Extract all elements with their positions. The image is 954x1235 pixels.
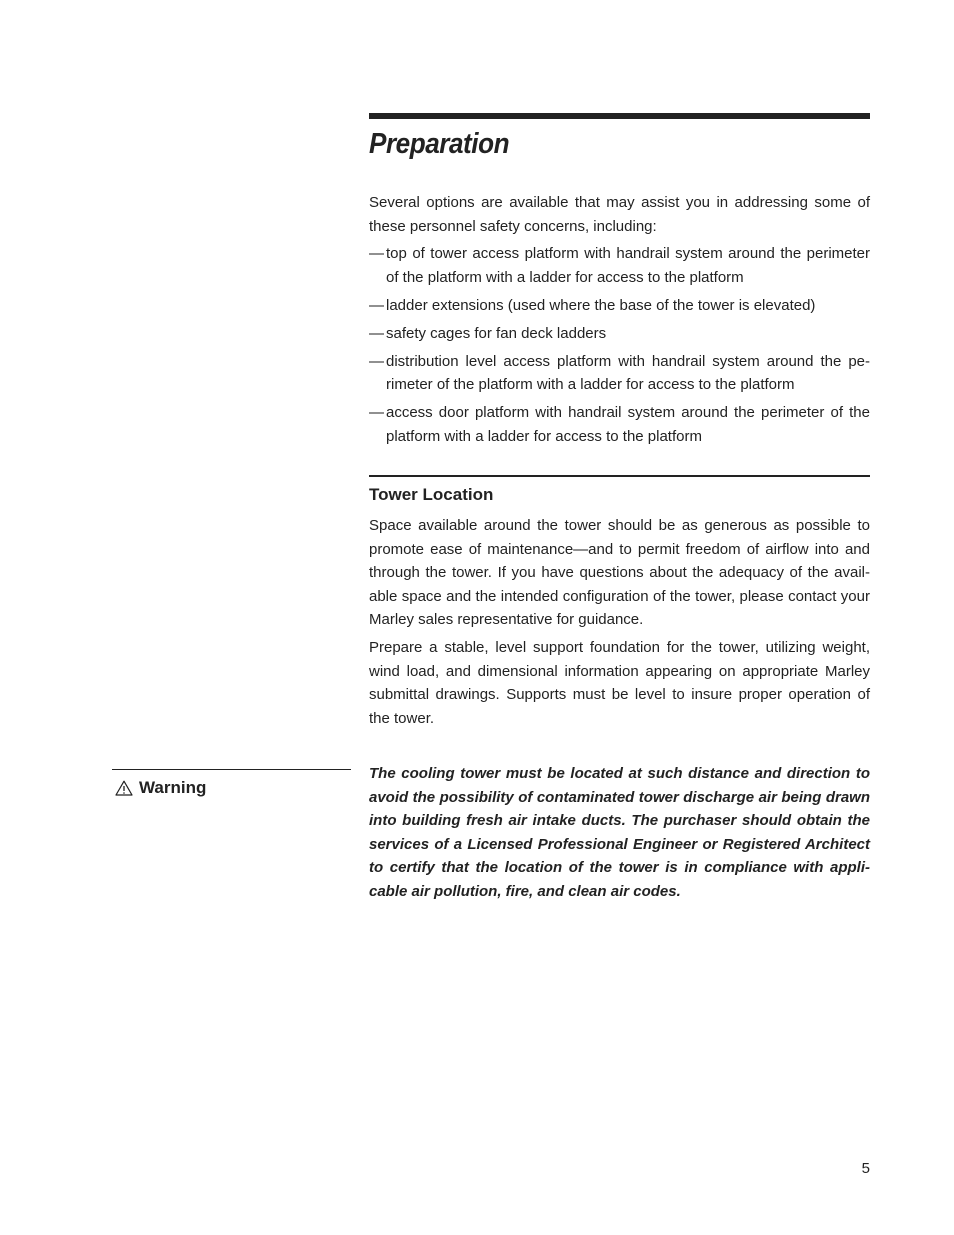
- list-item-text: distribution level access platform with handrail system around the pe-rimeter of the platform with a ladder for access to the platform: [386, 352, 870, 393]
- page-title: Preparation: [369, 128, 510, 160]
- page-number: 5: [861, 1160, 870, 1177]
- dash-marker: —: [369, 245, 384, 262]
- title-rule: [369, 113, 870, 119]
- tower-location-paragraph: Prepare a stable, level support foundation for the tower, utilizing weight, wind load, and dimensional information appearing on appropriate Marley submittal drawings. Supports must be level to insure proper operation of the tower.: [369, 639, 870, 727]
- list-item: [369, 294, 870, 318]
- warning-paragraph: The cooling tower must be located at such distance and direction to avoid the possibility of contaminated tower discharge air being drawn into building fresh air intake ducts. The purchaser should obtain the services of a Licensed Professional Engineer or Registered Architect to certify that the location of the tower is in compliance with appli-cable air pollution, fire, and clean air codes.: [369, 765, 870, 900]
- warning-triangle-icon: [115, 780, 133, 796]
- dash-marker: —: [369, 324, 384, 342]
- section-heading-tower-location: Tower Location: [369, 485, 494, 504]
- list-item-text: access door platform with handrail system around the perimeter of the platform with a ladder for access to the platform: [386, 404, 870, 445]
- list-item: [369, 350, 870, 397]
- tower-location-body: [369, 514, 870, 735]
- dash-marker: —: [369, 296, 384, 314]
- dash-marker: —: [369, 404, 384, 421]
- warning-label-text: Warning: [139, 778, 207, 797]
- list-item-text: ladder extensions (used where the base of the tower is elevated): [386, 296, 816, 314]
- list-item: [369, 401, 870, 448]
- intro-section: [369, 191, 870, 453]
- dash-marker: —: [369, 352, 384, 370]
- list-item-text: top of tower access platform with handrail system around the perimeter of the platform with a ladder for access to the platform: [386, 245, 870, 286]
- warning-text: [369, 762, 870, 903]
- options-list: [369, 242, 870, 448]
- tower-location-paragraph: Space available around the tower should be as generous as possible to promote ease of maintenance—and to permit freedom of airflow into and through the tower. If you have questions about the adequacy of the avail-able space and the intended configuration of the tower, please contact your Marley sales representative for guidance.: [369, 517, 870, 628]
- section-rule: [369, 475, 870, 477]
- list-item: [369, 322, 870, 346]
- intro-paragraph: Several options are available that may assist you in addressing some of these personnel safety concerns, including:: [369, 194, 870, 235]
- list-item-text: safety cages for fan deck ladders: [386, 324, 607, 342]
- warning-label: [115, 778, 206, 798]
- warning-rule: [112, 769, 351, 770]
- list-item: [369, 242, 870, 289]
